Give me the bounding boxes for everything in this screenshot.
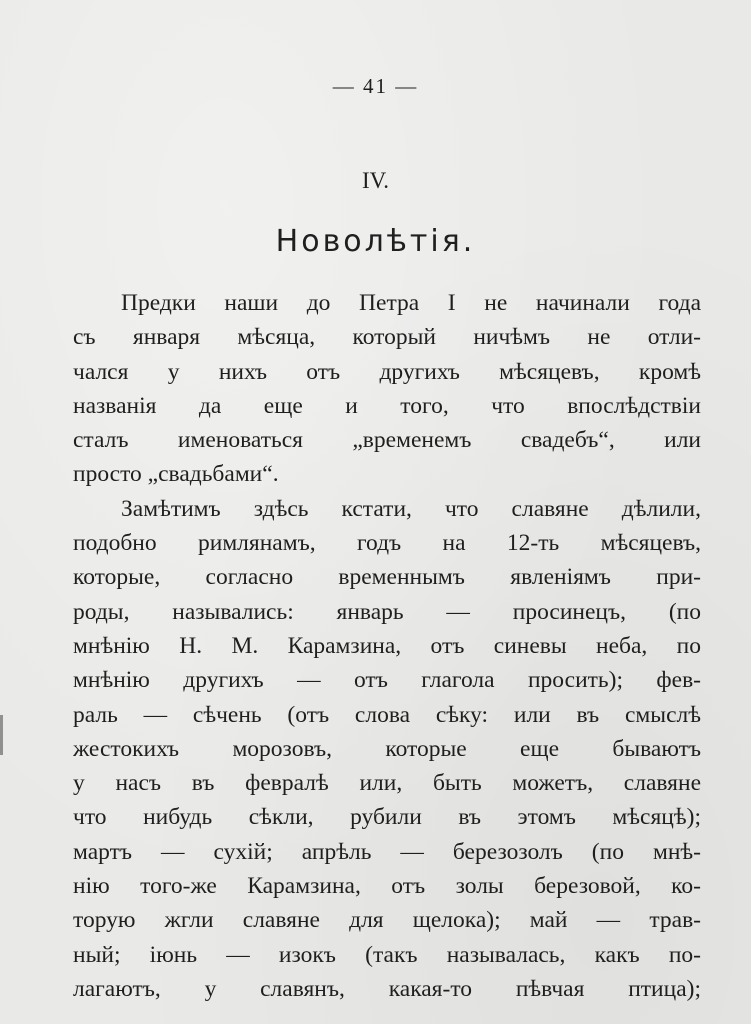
- text-line: мартъ — сухій; апрѣль — березозолъ (по мнѣ-: [73, 838, 701, 865]
- text-line: названія да еще и того, что впослѣдствіи: [73, 392, 701, 419]
- page-number: — 41 —: [332, 74, 419, 98]
- text-line: Замѣтимъ здѣсь кстати, что славяне дѣлили,: [121, 495, 701, 522]
- text-line: роды, назывались: январь — просинецъ, (по: [73, 598, 701, 625]
- text-line: Предки наши до Петра I не начинали года: [121, 290, 701, 316]
- body-text: [73, 286, 701, 1006]
- text-line: которые, согласно временнымъ явленіямъ при-: [73, 564, 701, 591]
- page-edge-mark: [0, 715, 11, 755]
- text-line: лагаютъ, у славянъ, какая-то пѣвчая птица);: [73, 975, 701, 1002]
- text-line: у насъ въ февралѣ или, быть можетъ, славяне: [73, 770, 701, 797]
- text-line: съ января мѣсяца, который ничѣмъ не отли-: [73, 324, 701, 351]
- text-line: жестокихъ морозовъ, которые еще бываютъ: [73, 735, 701, 762]
- chapter-title: Новолѣтія.: [275, 224, 476, 259]
- text-line: торую жгли славяне для щелока); май — трав-: [73, 907, 701, 934]
- text-line: сталъ именоваться „временемъ свадебъ“, или: [73, 427, 701, 454]
- chapter-numeral: IV.: [361, 168, 390, 193]
- text-line: мнѣнію Н. М. Карамзина, отъ синевы неба, по: [73, 632, 701, 659]
- text-line: мнѣнію другихъ — отъ глагола просить); фев-: [73, 667, 701, 694]
- text-line: что нибудь сѣкли, рубили въ этомъ мѣсяцѣ);: [73, 804, 701, 831]
- text-line: просто „свадьбами“.: [73, 461, 279, 488]
- text-line: ный; іюнь — изокъ (такъ называлась, какъ по-: [73, 941, 701, 968]
- text-line: раль — сѣчень (отъ слова сѣку: или въ смыслѣ: [73, 701, 701, 728]
- text-line: чался у нихъ отъ другихъ мѣсяцевъ, кромѣ: [73, 358, 701, 385]
- text-line: подобно римлянамъ, годъ на 12-ть мѣсяцевъ,: [73, 530, 701, 557]
- text-line: нію того-же Карамзина, отъ золы березовой, ко-: [73, 873, 701, 900]
